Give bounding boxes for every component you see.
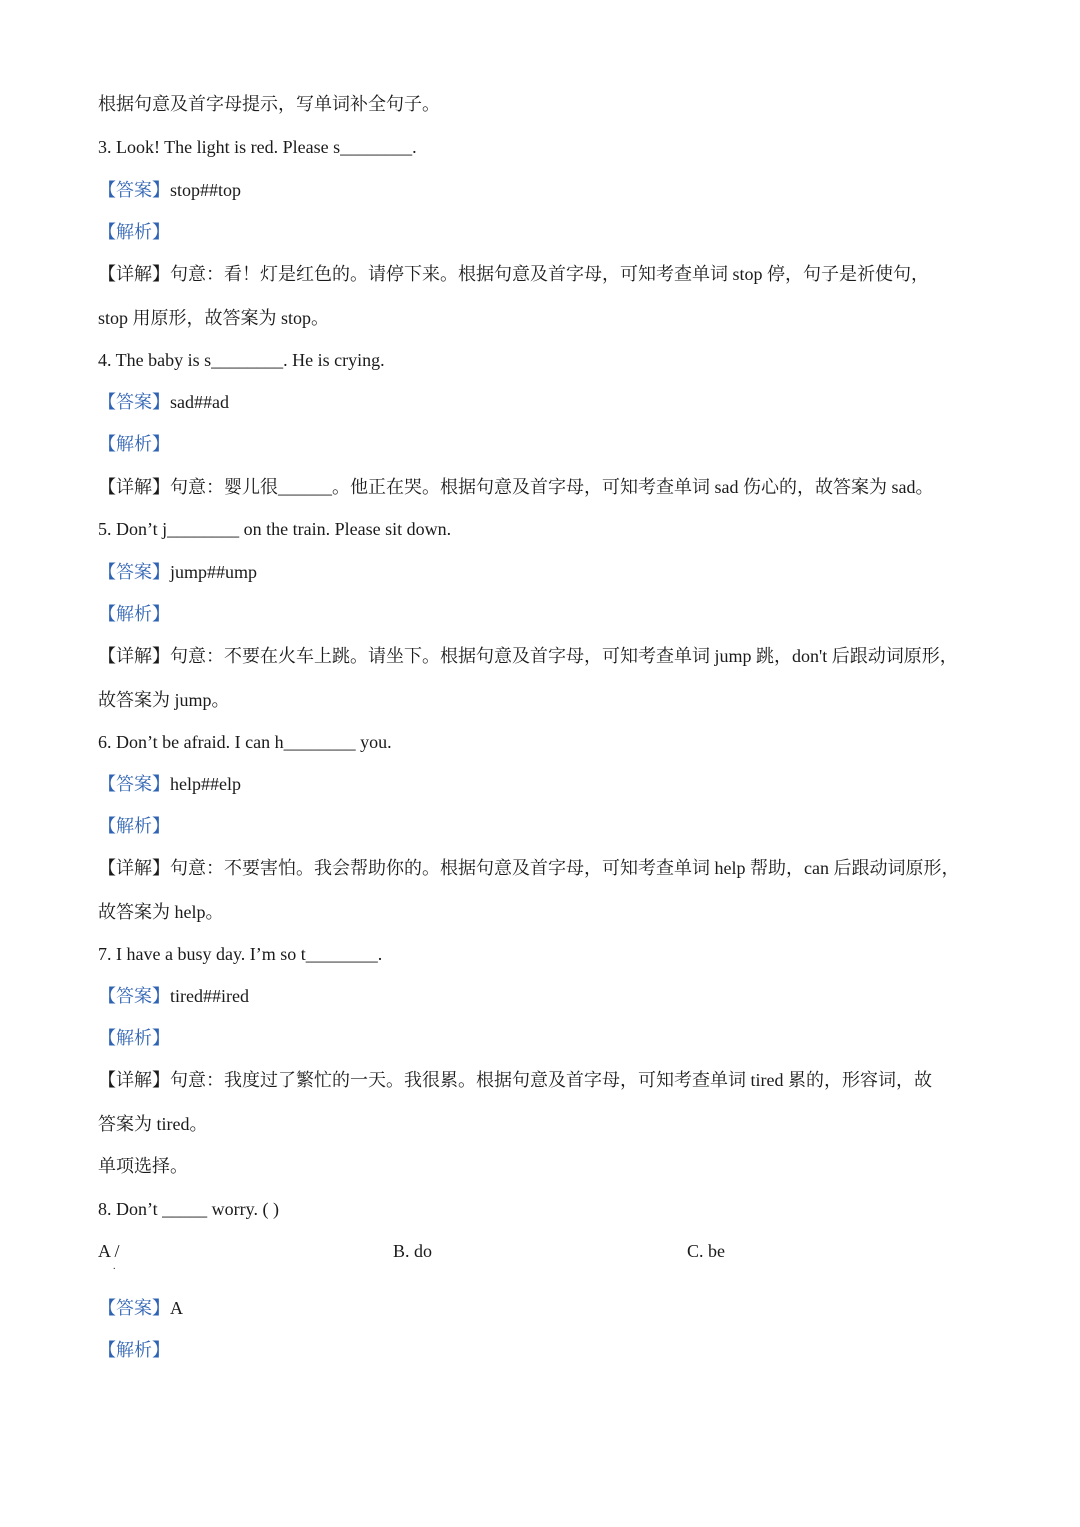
detail-label: 【详解】 [98, 1070, 170, 1090]
analysis-6 [98, 814, 988, 838]
analysis-label: 【解析】 [98, 1340, 170, 1360]
detail-4-line-1 [98, 475, 988, 499]
answer-6 [98, 772, 988, 796]
detail-3-line-2: stop 用原形，故答案为 stop。 [98, 308, 330, 328]
answer-text: A [170, 1298, 183, 1318]
detail-5-line-2: 故答案为 jump。 [98, 690, 230, 710]
answer-label: 【答案】 [98, 180, 170, 200]
detail-3-line-1 [98, 262, 988, 286]
detail-label: 【详解】 [98, 264, 170, 284]
option-a: A / [98, 1241, 120, 1261]
question-4: 4. The baby is s________. He is crying. [98, 350, 385, 370]
question-7: 7. I have a busy day. I’m so t________. [98, 944, 383, 964]
analysis-label: 【解析】 [98, 434, 170, 454]
question-3: 3. Look! The light is red. Please s________. [98, 137, 417, 157]
analysis-label: 【解析】 [98, 816, 170, 836]
question-5: 5. Don’t j________ on the train. Please sit down. [98, 519, 452, 539]
analysis-label: 【解析】 [98, 222, 170, 242]
answer-8 [98, 1296, 988, 1320]
answer-label: 【答案】 [98, 986, 170, 1006]
analysis-label: 【解析】 [98, 604, 170, 624]
answer-7 [98, 984, 988, 1008]
analysis-label: 【解析】 [98, 1028, 170, 1048]
answer-label: 【答案】 [98, 774, 170, 794]
answer-text: tired##ired [170, 986, 249, 1006]
detail-6-line-2: 故答案为 help。 [98, 902, 224, 922]
analysis-4 [98, 432, 988, 456]
section-instruction-fill-in: 根据句意及首字母提示，写单词补全句子。 [98, 94, 440, 114]
answer-label: 【答案】 [98, 1298, 170, 1318]
option-b: B. do [393, 1241, 433, 1261]
answer-text: sad##ad [170, 392, 229, 412]
section-instruction-single-choice: 单项选择。 [98, 1156, 188, 1176]
detail-label: 【详解】 [98, 646, 170, 666]
answer-3 [98, 178, 988, 202]
detail-label: 【详解】 [98, 477, 170, 497]
answer-text: help##elp [170, 774, 241, 794]
detail-6-line-1 [98, 856, 988, 880]
question-8: 8. Don’t _____ worry. ( ) [98, 1199, 279, 1219]
analysis-3 [98, 220, 988, 244]
detail-text: 句意：不要害怕。我会帮助你的。根据句意及首字母，可知考查单词 help 帮助，can 后跟动词原形， [170, 858, 960, 878]
answer-label: 【答案】 [98, 392, 170, 412]
analysis-5 [98, 602, 988, 626]
detail-label: 【详解】 [98, 858, 170, 878]
analysis-8 [98, 1338, 988, 1362]
detail-text: 句意：我度过了繁忙的一天。我很累。根据句意及首字母，可知考查单词 tired 累的，形容词，故 [170, 1070, 932, 1090]
detail-text: 句意：婴儿很______。他正在哭。根据句意及首字母，可知考查单词 sad 伤心的，故答案为 sad。 [170, 477, 934, 497]
question-6: 6. Don’t be afraid. I can h________ you. [98, 732, 392, 752]
answer-text: stop##top [170, 180, 242, 200]
analysis-7 [98, 1026, 988, 1050]
answer-label: 【答案】 [98, 562, 170, 582]
option-a-dot: . [113, 1261, 116, 1272]
detail-text: 句意：看！灯是红色的。请停下来。根据句意及首字母，可知考查单词 stop 停，句子是祈使句， [170, 264, 930, 284]
detail-7-line-1 [98, 1068, 988, 1092]
answer-4 [98, 390, 988, 414]
detail-7-line-2: 答案为 tired。 [98, 1114, 208, 1134]
option-c: C. be [687, 1241, 725, 1261]
detail-5-line-1 [98, 644, 988, 668]
answer-5 [98, 560, 988, 584]
answer-text: jump##ump [170, 562, 258, 582]
detail-text: 句意：不要在火车上跳。请坐下。根据句意及首字母，可知考查单词 jump 跳，don't 后跟动词原形， [170, 646, 958, 666]
